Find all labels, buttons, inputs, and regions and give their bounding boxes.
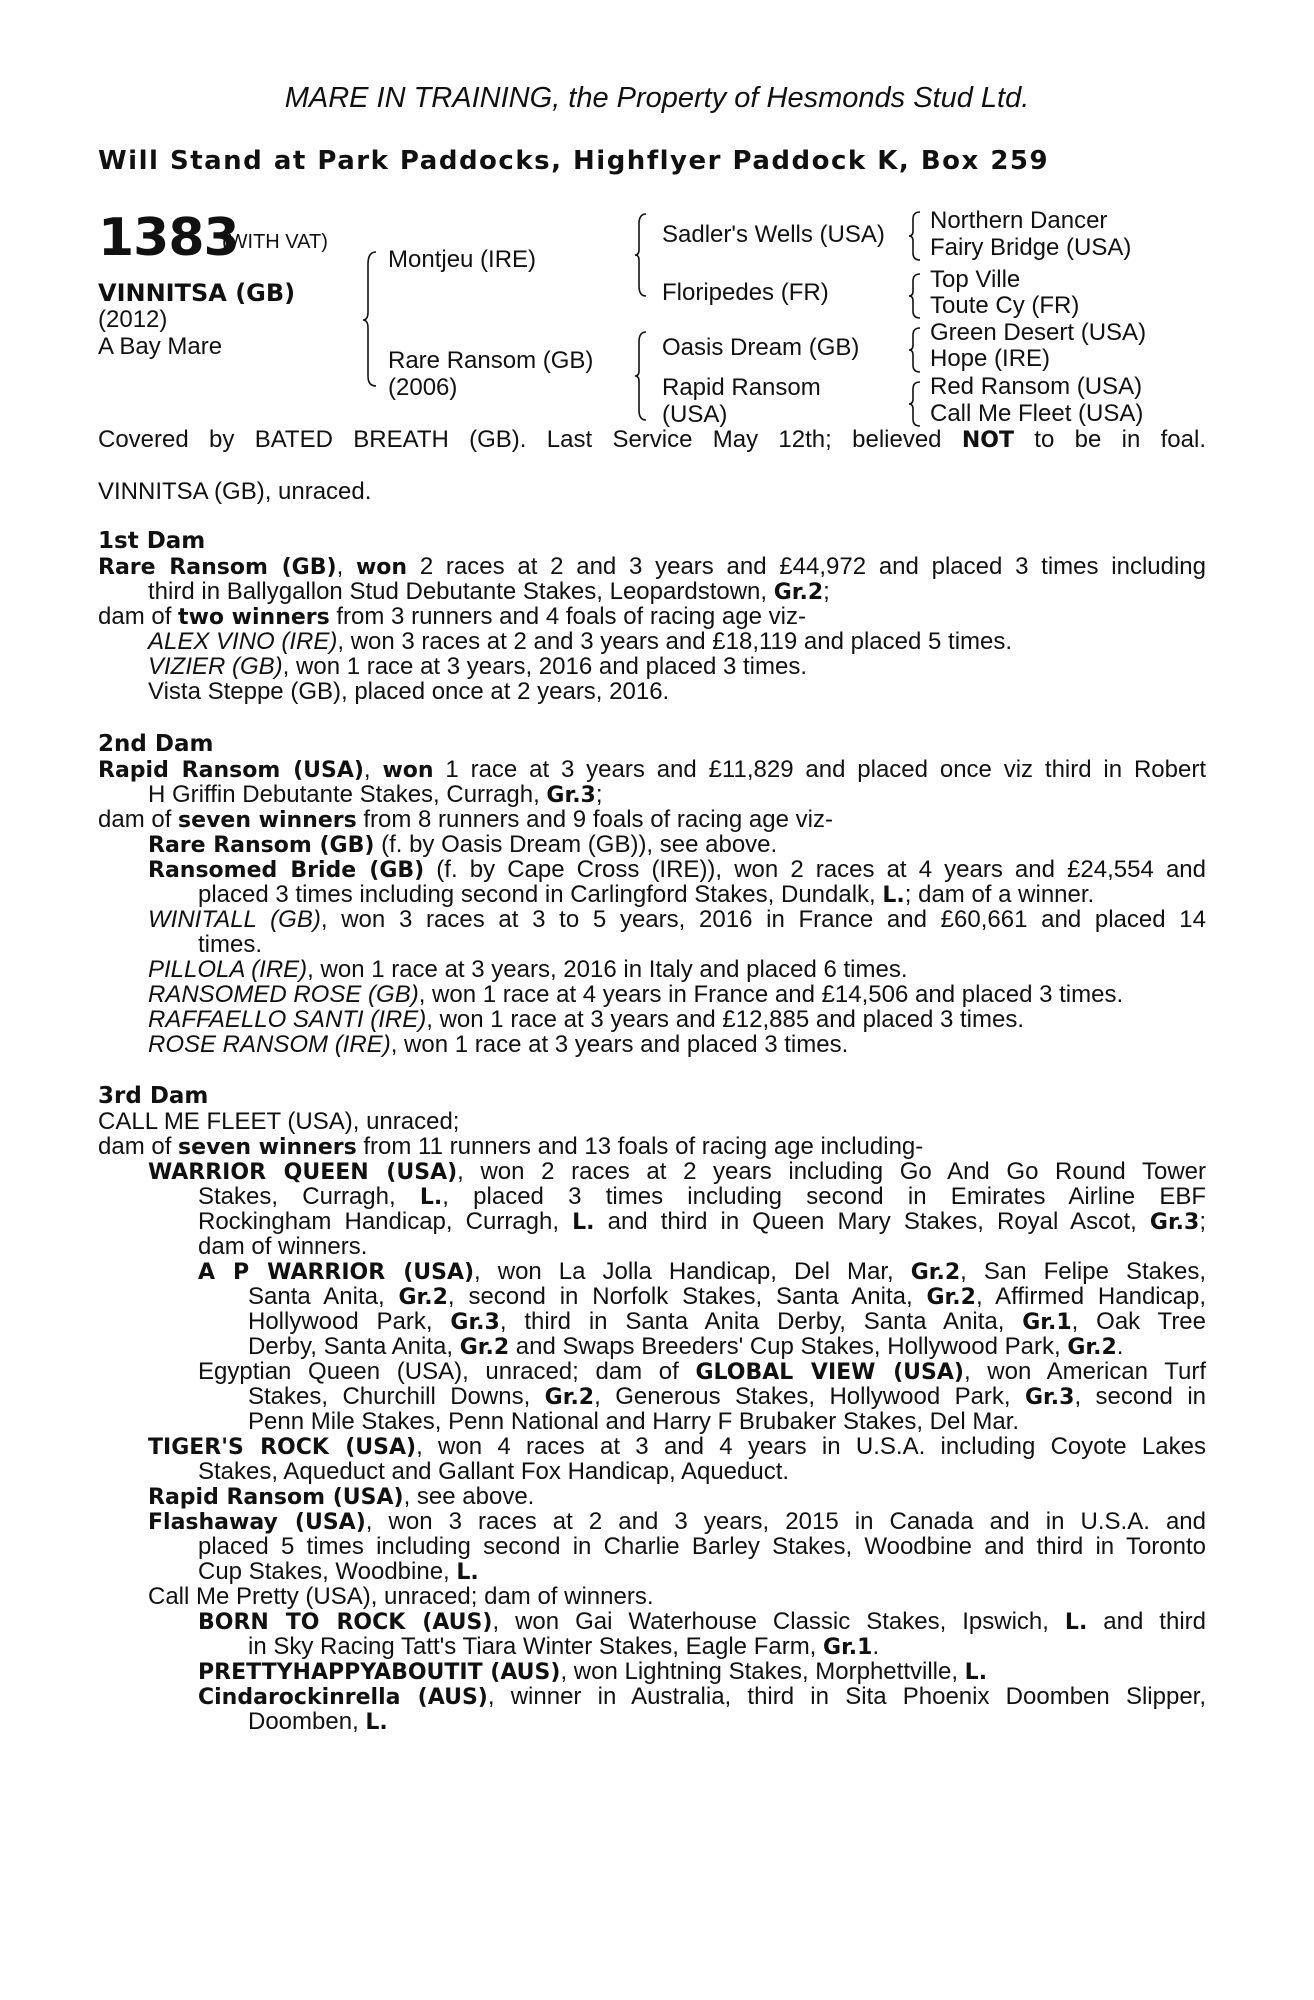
ped-g3-green-desert: Green Desert (USA) <box>930 319 1147 346</box>
dam2-line-l4: Rare Ransom (GB) (f. by Oasis Dream (GB)), see above. <box>148 831 778 858</box>
ped-g3-toute-cy: Toute Cy (FR) <box>930 292 1080 319</box>
lot-number: 1383 <box>98 208 239 268</box>
dam3-line-l6: dam of winners. <box>198 1233 368 1260</box>
ped-sire: Montjeu (IRE) <box>388 246 537 273</box>
pedigree-brace-g3-3 <box>908 326 922 374</box>
pedigree-brace-dam <box>634 330 648 422</box>
ped-g3-northern-dancer: Northern Dancer <box>930 207 1108 234</box>
horse-year: (2012) <box>98 306 168 333</box>
dam2-line-l10: RANSOMED ROSE (GB), won 1 race at 4 years in France and £14,506 and placed 3 times. <box>148 981 1124 1008</box>
dam3-heading: 3rd Dam <box>98 1083 209 1109</box>
dam2-heading: 2nd Dam <box>98 731 214 757</box>
dam3-line-l3: WARRIOR QUEEN (USA), won 2 races at 2 years including Go And Go Round Tower <box>148 1158 1207 1185</box>
dam3-line-l14: TIGER'S ROCK (USA), won 4 races at 3 and 4 years in U.S.A. including Coyote Lakes <box>148 1433 1206 1460</box>
ped-dam-dam-line2: (USA) <box>662 401 728 428</box>
dam3-line-l9: Hollywood Park, Gr.3, third in Santa Anita Derby, Santa Anita, Gr.1, Oak Tree <box>248 1308 1207 1335</box>
dam3-line-l13: Penn Mile Stakes, Penn National and Harry F Brubaker Stakes, Del Mar. <box>248 1408 1020 1435</box>
pedigree-brace-main <box>362 250 378 390</box>
dam1-line-l2: third in Ballygallon Stud Debutante Stakes, Leopardstown, Gr.2; <box>148 578 830 605</box>
pedigree-brace-g3-1 <box>908 210 922 262</box>
stand-location: Will Stand at Park Paddocks, Highflyer Paddock K, Box 259 <box>98 146 1050 176</box>
ped-g3-hope: Hope (IRE) <box>930 345 1051 372</box>
dam3-line-l1: CALL ME FLEET (USA), unraced; <box>98 1108 460 1135</box>
dam2-line-l5: Ransomed Bride (GB) (f. by Cape Cross (IRE)), won 2 races at 4 years and £24,554 and <box>148 856 1206 883</box>
dam3-line-l24: Cindarockinrella (AUS), winner in Australia, third in Sita Phoenix Doomben Slipper, <box>198 1683 1206 1710</box>
ped-g3-call-me-fleet: Call Me Fleet (USA) <box>930 400 1144 427</box>
dam3-line-l11: Egyptian Queen (USA), unraced; dam of GLOBAL VIEW (USA), won American Turf <box>198 1358 1206 1385</box>
dam2-line-l11: RAFFAELLO SANTI (IRE), won 1 race at 3 years and £12,885 and placed 3 times. <box>148 1006 1024 1033</box>
pedigree-brace-g3-2 <box>908 272 922 320</box>
dam2-line-l8: times. <box>198 931 263 958</box>
dam1-line-l3: dam of two winners from 3 runners and 4 foals of racing age viz- <box>98 603 806 630</box>
dam3-line-l7: A P WARRIOR (USA), won La Jolla Handicap, Del Mar, Gr.2, San Felipe Stakes, <box>198 1258 1206 1285</box>
dam2-line-l7: WINITALL (GB), won 3 races at 3 to 5 years, 2016 in France and £60,661 and placed 14 <box>148 906 1206 933</box>
ped-g3-top-ville: Top Ville <box>930 266 1021 293</box>
ped-g3-red-ransom: Red Ransom (USA) <box>930 373 1143 400</box>
dam1-line-l4: ALEX VINO (IRE), won 3 races at 2 and 3 years and £18,119 and placed 5 times. <box>148 628 1013 655</box>
dam3-line-l4: Stakes, Curragh, L., placed 3 times including second in Emirates Airline EBF <box>198 1183 1207 1210</box>
dam1-line-l1: Rare Ransom (GB), won 2 races at 2 and 3 years and £44,972 and placed 3 times including <box>98 553 1206 580</box>
ped-dam-dam-line1: Rapid Ransom <box>662 374 821 401</box>
unraced-note: VINNITSA (GB), unraced. <box>98 478 372 505</box>
dam3-line-l17: Flashaway (USA), won 3 races at 2 and 3 years, 2015 in Canada and in U.S.A. and <box>148 1508 1206 1535</box>
ped-sire-sire: Sadler's Wells (USA) <box>662 221 885 248</box>
dam2-line-l6: placed 3 times including second in Carlingford Stakes, Dundalk, L.; dam of a winner. <box>198 881 1095 908</box>
dam1-line-l6: Vista Steppe (GB), placed once at 2 years, 2016. <box>148 678 670 705</box>
ped-dam-line2: (2006) <box>388 374 458 401</box>
dam3-line-l21: BORN TO ROCK (AUS), won Gai Waterhouse Classic Stakes, Ipswich, L. and third <box>198 1608 1206 1635</box>
dam2-line-l1: Rapid Ransom (USA), won 1 race at 3 years and £11,829 and placed once viz third in Robert <box>98 756 1206 783</box>
dam2-line-l2: H Griffin Debutante Stakes, Curragh, Gr.3; <box>148 781 603 808</box>
ped-sire-dam: Floripedes (FR) <box>662 279 829 306</box>
dam3-line-l18: placed 5 times including second in Charlie Barley Stakes, Woodbine and third in Toronto <box>198 1533 1206 1560</box>
pedigree-brace-g3-4 <box>908 380 922 428</box>
pedigree-brace-sire <box>634 212 648 298</box>
dam3-line-l2: dam of seven winners from 11 runners and 13 foals of racing age including- <box>98 1133 924 1160</box>
dam3-line-l23: PRETTYHAPPYABOUTIT (AUS), won Lightning Stakes, Morphettville, L. <box>198 1658 988 1685</box>
dam1-line-l5: VIZIER (GB), won 1 race at 3 years, 2016 and placed 3 times. <box>148 653 807 680</box>
dam3-line-l15: Stakes, Aqueduct and Gallant Fox Handicap, Aqueduct. <box>198 1458 790 1485</box>
dam3-line-l19: Cup Stakes, Woodbine, L. <box>198 1558 479 1585</box>
dam3-line-l20: Call Me Pretty (USA), unraced; dam of winners. <box>148 1583 654 1610</box>
covering-note: Covered by BATED BREATH (GB). Last Service May 12th; believed NOT to be in foal. <box>98 426 1206 453</box>
dam3-line-l16: Rapid Ransom (USA), see above. <box>148 1483 535 1510</box>
dam3-line-l5: Rockingham Handicap, Curragh, L. and third in Queen Mary Stakes, Royal Ascot, Gr.3; <box>198 1208 1207 1235</box>
dam1-heading: 1st Dam <box>98 528 206 554</box>
dam3-line-l10: Derby, Santa Anita, Gr.2 and Swaps Breeders' Cup Stakes, Hollywood Park, Gr.2. <box>248 1333 1124 1360</box>
dam2-line-l3: dam of seven winners from 8 runners and 9 foals of racing age viz- <box>98 806 833 833</box>
horse-name: VINNITSA (GB) <box>98 279 296 307</box>
dam2-line-l9: PILLOLA (IRE), won 1 race at 3 years, 2016 in Italy and placed 6 times. <box>148 956 908 983</box>
dam3-line-l8: Santa Anita, Gr.2, second in Norfolk Stakes, Santa Anita, Gr.2, Affirmed Handicap, <box>248 1283 1206 1310</box>
ped-dam-line1: Rare Ransom (GB) <box>388 347 594 374</box>
dam3-line-l25: Doomben, L. <box>248 1708 388 1735</box>
dam2-line-l12: ROSE RANSOM (IRE), won 1 race at 3 years and placed 3 times. <box>148 1031 849 1058</box>
dam3-line-l12: Stakes, Churchill Downs, Gr.2, Generous Stakes, Hollywood Park, Gr.3, second in <box>248 1383 1206 1410</box>
horse-description: A Bay Mare <box>98 333 223 360</box>
page-title: MARE IN TRAINING, the Property of Hesmonds Stud Ltd. <box>284 82 1030 114</box>
ped-dam-sire: Oasis Dream (GB) <box>662 334 860 361</box>
ped-g3-fairy-bridge: Fairy Bridge (USA) <box>930 234 1132 261</box>
dam3-line-l22: in Sky Racing Tatt's Tiara Winter Stakes, Eagle Farm, Gr.1. <box>248 1633 880 1660</box>
vat-note: (WITH VAT) <box>222 231 328 253</box>
